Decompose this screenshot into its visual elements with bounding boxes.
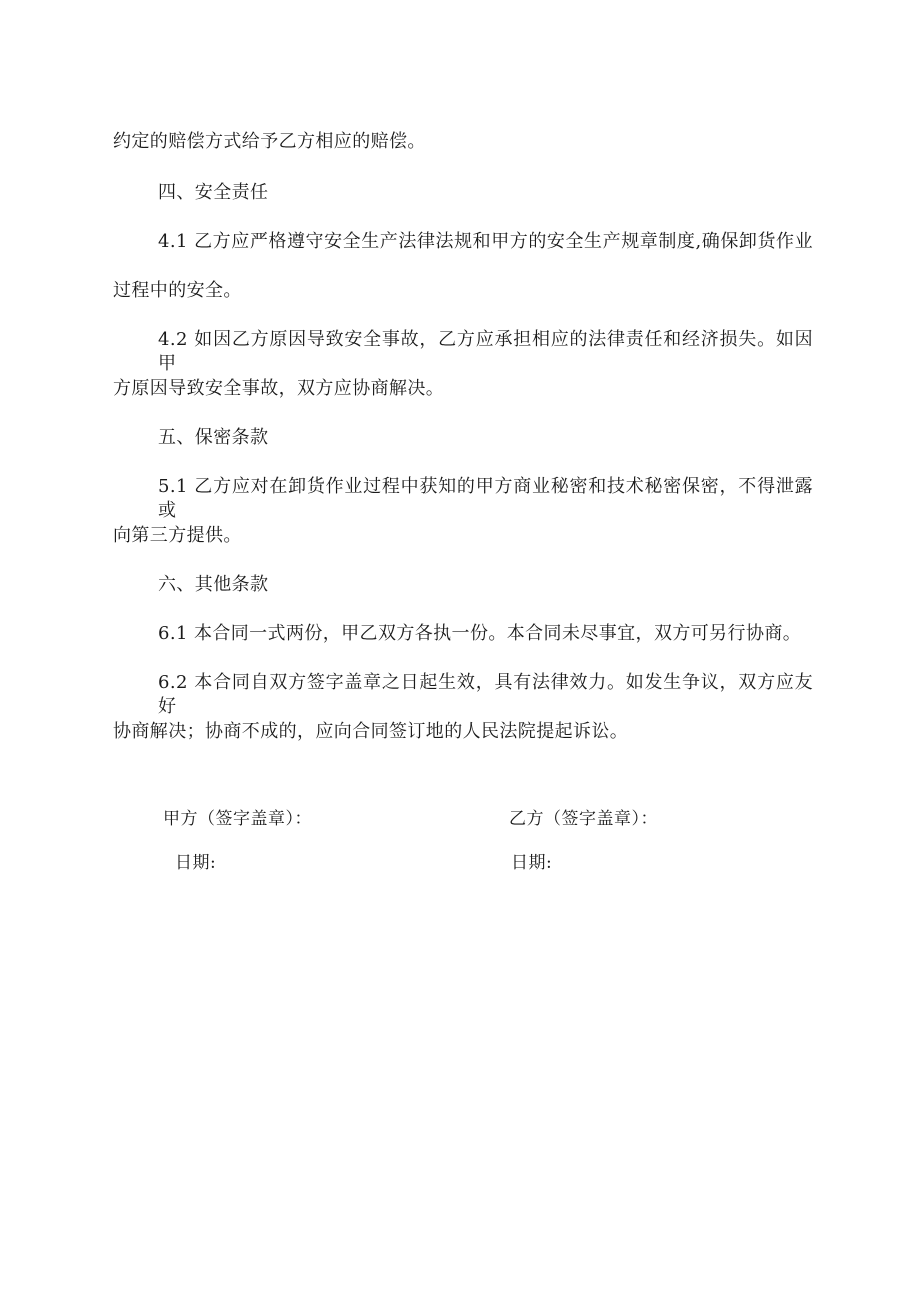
party-b-signature-label: 乙方（签字盖章）： [509, 809, 658, 829]
section-heading-5: 五、保密条款 [158, 427, 269, 448]
clause-4-1-continued: 过程中的安全。 [113, 280, 242, 301]
clause-5-1-continued: 向第三方提供。 [113, 525, 242, 546]
party-a-signature-label: 甲方（签字盖章）： [163, 809, 312, 829]
paragraph-line: 约定的赔偿方式给予乙方相应的赔偿。 [113, 131, 426, 152]
clause-4-1: 4.1 乙方应严格遵守安全生产法律法规和甲方的安全生产规章制度,确保卸货作业 [158, 231, 813, 252]
clause-4-2: 4.2 如因乙方原因导致安全事故，乙方应承担相应的法律责任和经济损失。如因甲 [158, 329, 813, 374]
section-heading-6: 六、其他条款 [158, 574, 269, 595]
section-heading-4: 四、安全责任 [158, 182, 269, 203]
clause-5-1: 5.1 乙方应对在卸货作业过程中获知的甲方商业秘密和技术秘密保密，不得泄露或 [158, 476, 813, 521]
party-a-date-label: 日期: [175, 853, 217, 873]
clause-6-1: 6.1 本合同一式两份，甲乙双方各执一份。本合同未尽事宜，双方可另行协商。 [158, 623, 802, 644]
clause-6-2-continued: 协商解决；协商不成的，应向合同签订地的人民法院提起诉讼。 [113, 721, 629, 742]
clause-6-2: 6.2 本合同自双方签字盖章之日起生效，具有法律效力。如发生争议，双方应友好 [158, 672, 813, 717]
party-b-date-label: 日期: [511, 853, 553, 873]
clause-4-2-continued: 方原因导致安全事故，双方应协商解决。 [113, 378, 445, 399]
